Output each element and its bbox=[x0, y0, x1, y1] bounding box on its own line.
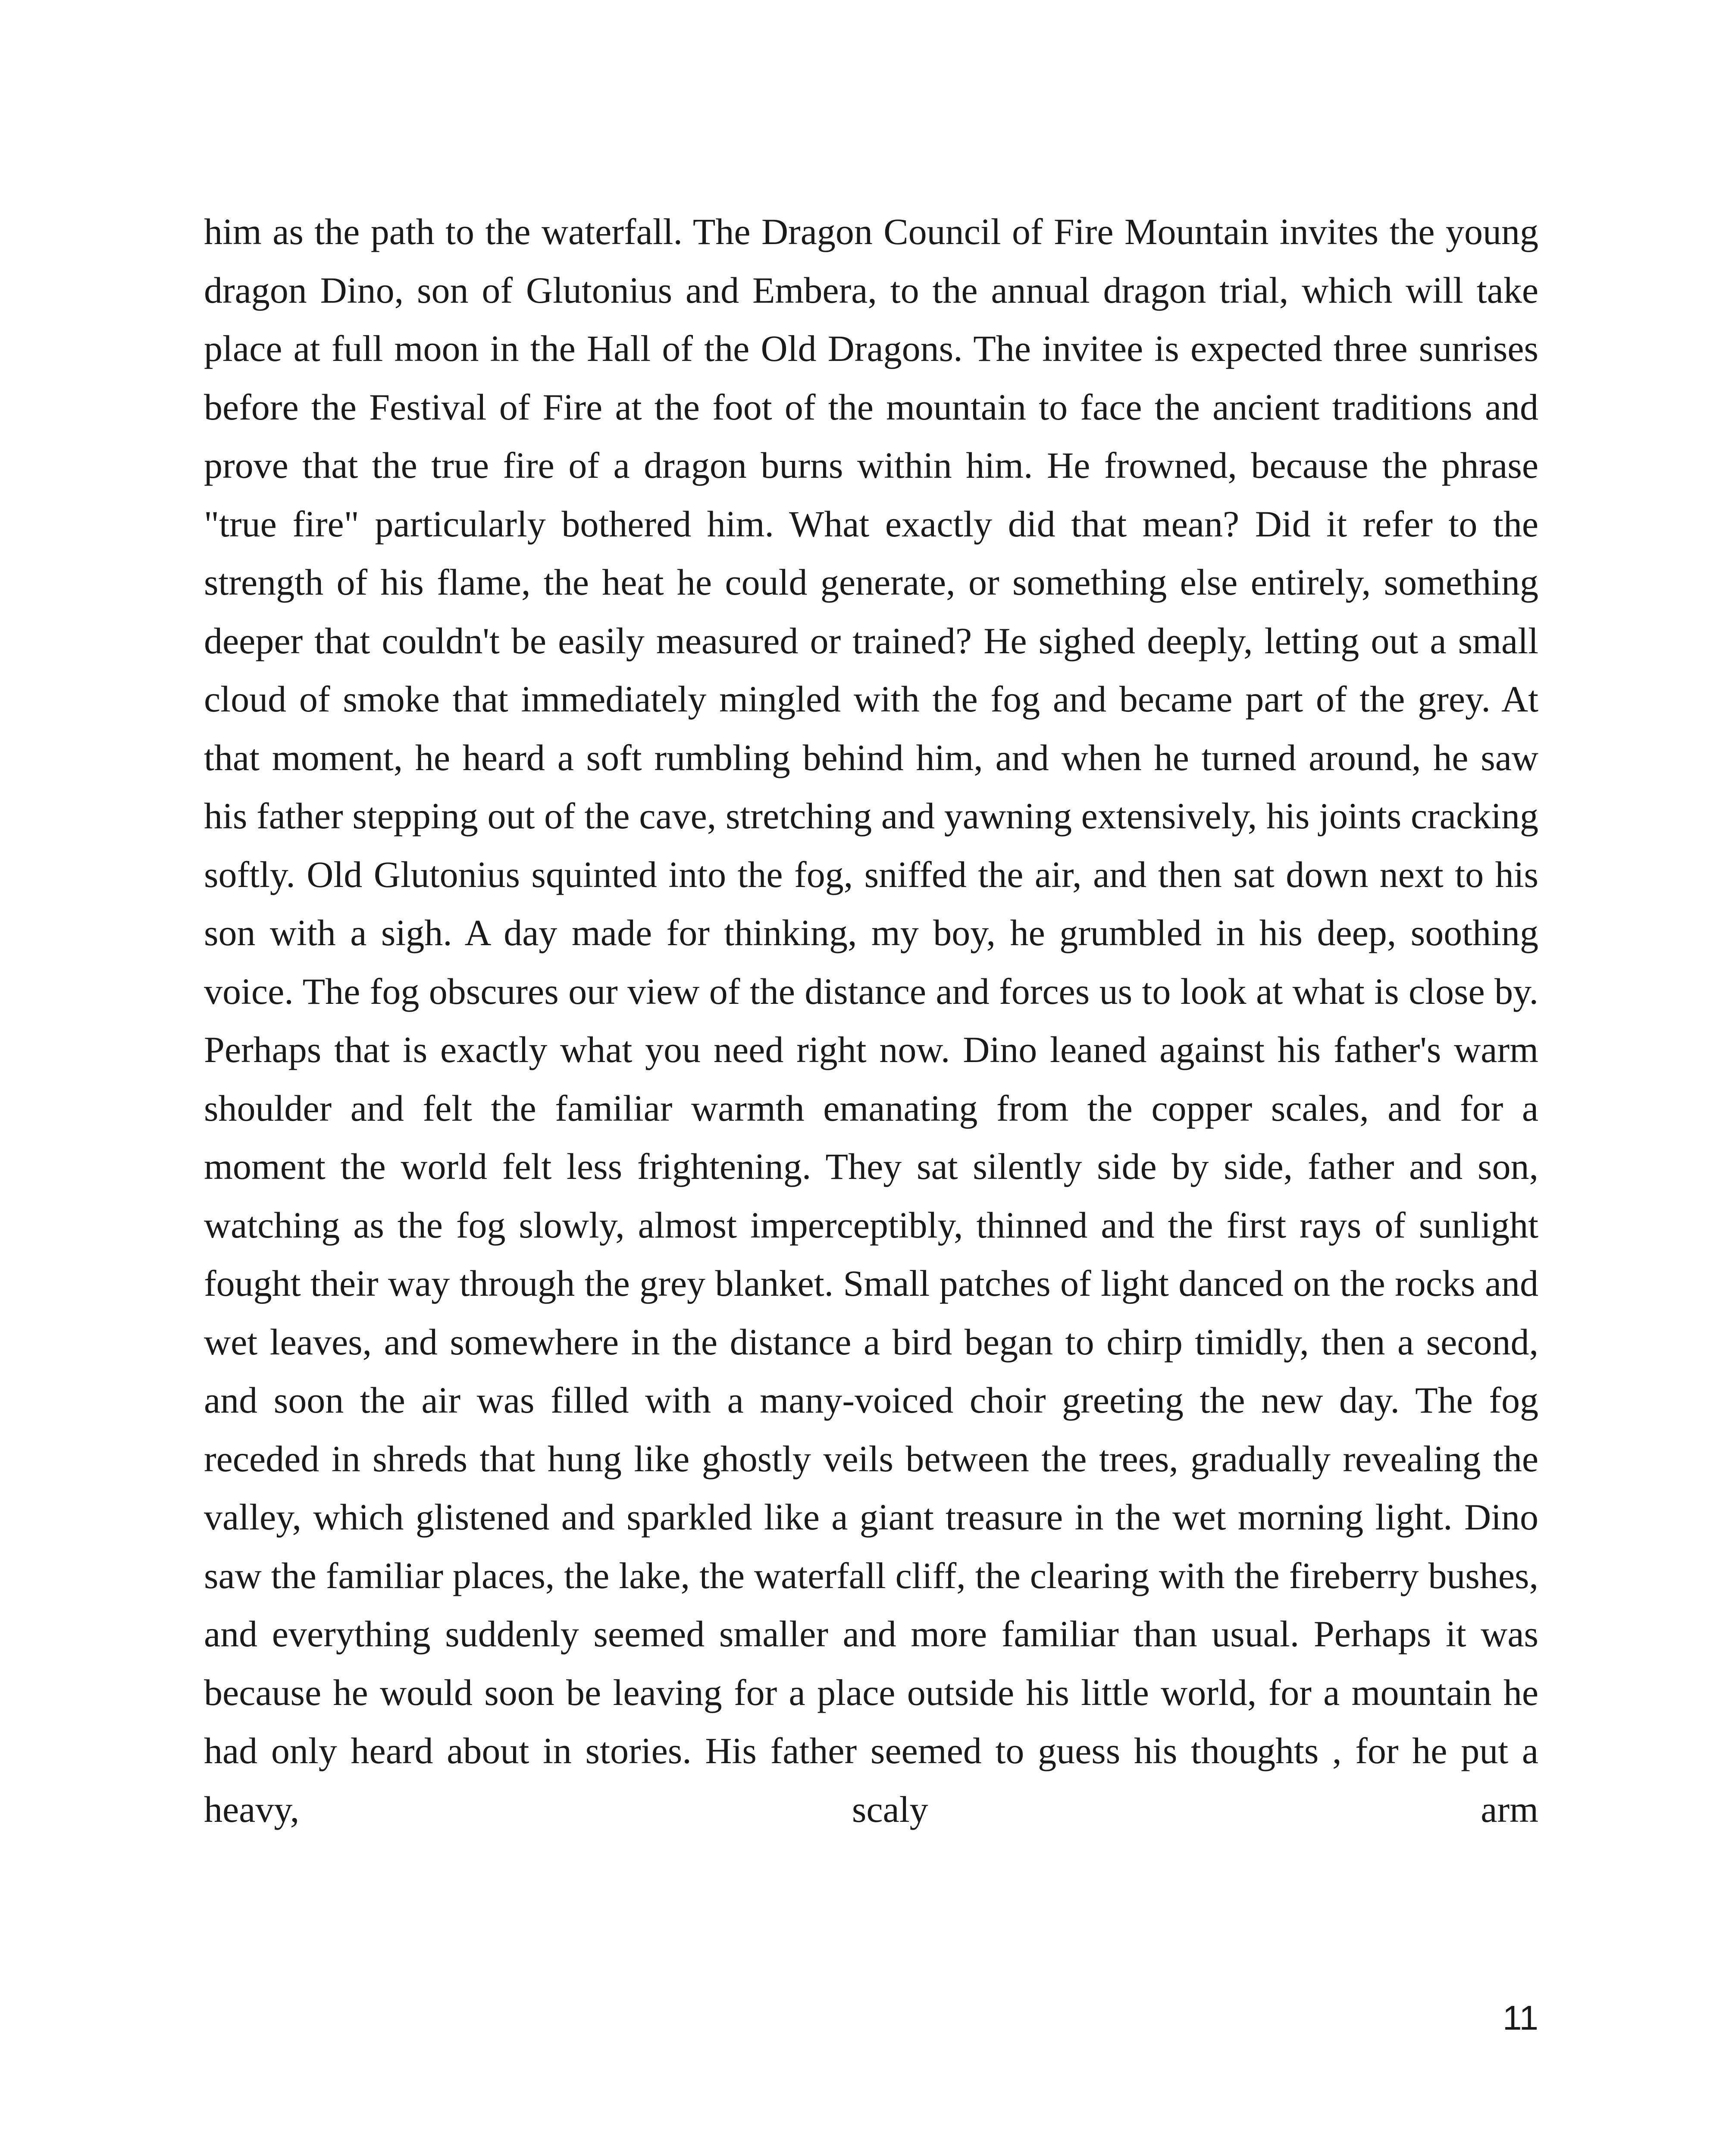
body-paragraph: him as the path to the waterfall. The Dragon Council of Fire Mountain invites the young dragon Dino, son of Glutonius and Embera, to the annual dragon trial, which will take place at full moon in the Hall of the Old Dragons. The invitee is expected three sunrises before the Festival of Fire at the foot of the mountain to face the ancient traditions and prove that the true fire of a dragon burns within him. He frowned, because the phrase "true fire" particularly bothered him. What exactly did that mean? Did it refer to the strength of his flame, the heat he could generate, or something else entirely, something deeper that couldn't be easily measured or trained? He sighed deeply, letting out a small cloud of smoke that immediately mingled with the fog and became part of the grey. At that moment, he heard a soft rumbling behind him, and when he turned around, he saw his father stepping out of the cave, stretching and yawning extensively, his joints cracking softly. Old Glutonius squinted into the fog, sniffed the air, and then sat down next to his son with a sigh. A day made for thinking, my boy, he grumbled in his deep, soothing voice. The fog obscures our view of the distance and forces us to look at what is close by. Perhaps that is exactly what you need right now. Dino leaned against his father's warm shoulder and felt the familiar warmth emanating from the copper scales, and for a moment the world felt less frightening. They sat silently side by side, father and son, watching as the fog slowly, almost imperceptibly, thinned and the first rays of sunlight fought their way through the grey blanket. Small patches of light danced on the rocks and wet leaves, and somewhere in the distance a bird began to chirp timidly, then a second, and soon the air was filled with a many-voiced choir greeting the new day. The fog receded in shreds that hung like ghostly veils between the trees, gradually revealing the valley, which glistened and sparkled like a giant treasure in the wet morning light. Dino saw the familiar places, the lake, the waterfall cliff, the clearing with the fireberry bushes, and everything suddenly seemed smaller and more familiar than usual. Perhaps it was because he would soon be leaving for a place outside his little world, for a mountain he had only heard about in stories. His father seemed to guess his thoughts , for he put a heavy, scaly arm bbox=[204, 211, 1538, 1830]
page-number: 11 bbox=[1502, 1999, 1538, 2037]
